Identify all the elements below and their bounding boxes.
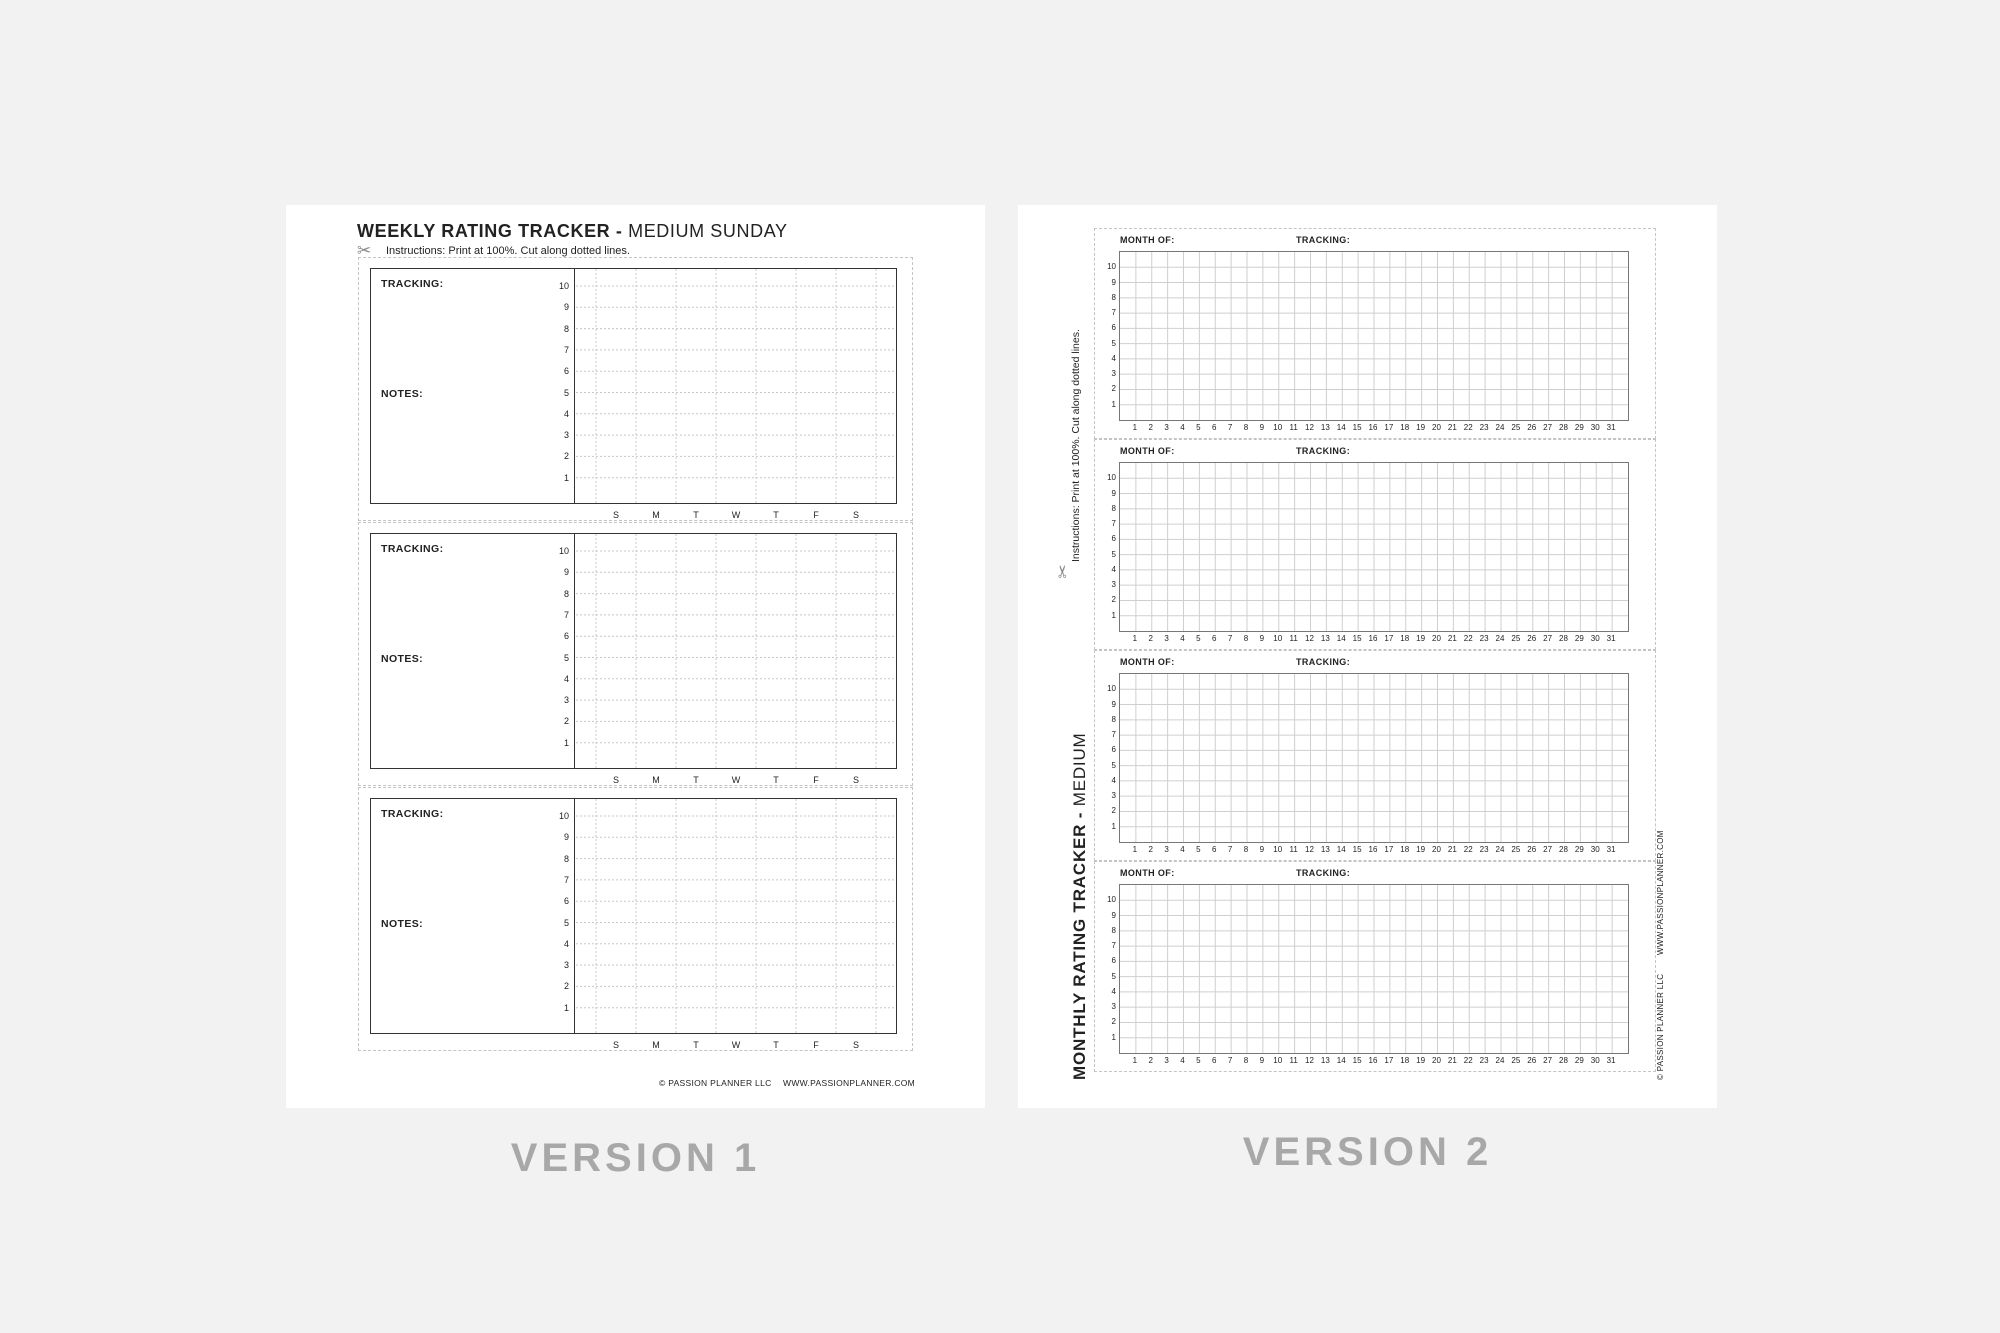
- y-tick-label: 10: [1107, 895, 1116, 905]
- x-tick-label: 10: [1273, 423, 1283, 432]
- x-tick-label: 5: [1196, 634, 1201, 643]
- x-tick-label: 20: [1432, 423, 1441, 432]
- panel-divider: [574, 269, 575, 503]
- x-tick-label: 29: [1574, 845, 1584, 854]
- x-tick-label: 9: [1259, 423, 1265, 432]
- x-tick-label: 6: [1212, 1056, 1217, 1065]
- x-tick-label: 21: [1447, 634, 1457, 643]
- y-tick-label: 6: [1111, 956, 1116, 966]
- x-tick-label: 20: [1432, 634, 1441, 643]
- month-of-label: MONTH OF:: [1120, 868, 1175, 878]
- y-tick-label: 7: [563, 344, 569, 355]
- weekly-title-bold: WEEKLY RATING TRACKER -: [357, 221, 623, 241]
- weekly-instructions: Instructions: Print at 100%. Cut along dotted lines.: [386, 245, 630, 257]
- x-tick-label: 11: [1289, 634, 1298, 643]
- x-tick-label: 11: [1289, 423, 1298, 432]
- x-tick-label: 14: [1336, 1056, 1346, 1065]
- x-tick-label: 27: [1543, 423, 1553, 432]
- x-tick-label: 29: [1574, 423, 1584, 432]
- month-of-label: MONTH OF:: [1120, 446, 1175, 456]
- x-tick-label: 8: [1243, 423, 1249, 432]
- x-tick-label: 4: [1180, 423, 1185, 432]
- y-tick-label: 3: [1111, 580, 1116, 590]
- x-tick-label: 18: [1400, 423, 1410, 432]
- x-tick-label: 18: [1400, 1056, 1410, 1065]
- x-tick-label: 17: [1384, 1056, 1394, 1065]
- monthly-footer-url: WWW.PASSIONPLANNER.COM: [1656, 830, 1665, 955]
- tracking-label: TRACKING:: [1296, 868, 1351, 878]
- x-tick-label: 21: [1447, 423, 1457, 432]
- x-tick-label: 22: [1463, 845, 1473, 854]
- x-tick-label: 1: [1132, 1056, 1138, 1065]
- x-tick-label: 25: [1511, 845, 1521, 854]
- month-of-label: MONTH OF:: [1120, 235, 1175, 245]
- x-tick-label: 23: [1479, 1056, 1489, 1065]
- day-label: W: [731, 1040, 741, 1050]
- x-tick-label: 7: [1227, 423, 1233, 432]
- x-tick-label: 4: [1180, 1056, 1185, 1065]
- y-tick-label: 3: [563, 695, 569, 706]
- y-tick-label: 6: [1111, 534, 1116, 544]
- y-tick-label: 8: [563, 588, 569, 599]
- y-tick-label: 10: [1107, 262, 1116, 272]
- x-tick-label: 27: [1543, 1056, 1553, 1065]
- y-tick-label: 4: [563, 673, 569, 684]
- x-tick-label: 23: [1479, 634, 1489, 643]
- x-tick-label: 5: [1196, 1056, 1201, 1065]
- day-label: S: [612, 775, 619, 785]
- x-tick-label: 8: [1243, 634, 1249, 643]
- tracking-label: TRACKING:: [1296, 235, 1351, 245]
- panel-divider: [574, 534, 575, 768]
- version-1-caption: VERSION 1: [510, 1136, 761, 1180]
- x-tick-label: 12: [1305, 423, 1314, 432]
- y-tick-label: 3: [1111, 791, 1116, 801]
- y-tick-label: 6: [563, 366, 569, 377]
- y-tick-label: 7: [1111, 308, 1116, 318]
- notes-label: NOTES:: [381, 388, 424, 400]
- y-tick-label: 2: [563, 451, 569, 462]
- y-tick-label: 5: [1111, 338, 1116, 348]
- y-tick-label: 10: [558, 811, 569, 821]
- day-label: S: [852, 775, 859, 785]
- x-tick-label: 29: [1574, 1056, 1584, 1065]
- y-tick-label: 10: [1107, 684, 1116, 694]
- day-label: T: [693, 775, 699, 785]
- x-tick-label: 6: [1212, 423, 1217, 432]
- x-tick-label: 16: [1368, 634, 1378, 643]
- weekly-grid: [576, 269, 896, 503]
- y-tick-label: 5: [563, 387, 569, 398]
- y-tick-label: 1: [563, 472, 569, 483]
- weekly-title: [357, 221, 788, 242]
- weekly-grid: [576, 799, 896, 1033]
- monthly-title-variant: MEDIUM: [1070, 732, 1089, 807]
- day-label: W: [731, 510, 741, 520]
- x-tick-label: 19: [1416, 1056, 1426, 1065]
- x-tick-label: 12: [1305, 845, 1314, 854]
- y-tick-label: 9: [563, 567, 569, 578]
- monthly-grid: [1120, 252, 1628, 420]
- day-label: T: [773, 775, 779, 785]
- x-tick-label: 25: [1511, 634, 1521, 643]
- x-tick-label: 24: [1495, 423, 1505, 432]
- y-tick-label: 6: [563, 631, 569, 642]
- day-label: M: [652, 1040, 660, 1050]
- y-tick-label: 3: [563, 960, 569, 971]
- weekly-panel: [370, 533, 897, 769]
- day-label: S: [612, 1040, 619, 1050]
- x-tick-label: 8: [1243, 1056, 1249, 1065]
- y-tick-label: 8: [1111, 503, 1116, 513]
- scissors-icon: ✂: [1053, 564, 1073, 579]
- y-tick-label: 8: [1111, 925, 1116, 935]
- x-tick-label: 5: [1196, 845, 1201, 854]
- x-tick-label: 1: [1132, 845, 1138, 854]
- monthly-grid-frame: [1119, 884, 1629, 1054]
- weekly-tracker-sheet: [286, 205, 985, 1108]
- y-tick-label: 2: [1111, 806, 1116, 816]
- weekly-title-variant: MEDIUM SUNDAY: [628, 221, 788, 241]
- day-label: M: [652, 775, 660, 785]
- y-tick-label: 8: [1111, 714, 1116, 724]
- y-tick-label: 2: [1111, 595, 1116, 605]
- y-tick-label: 2: [563, 981, 569, 992]
- x-tick-label: 31: [1606, 845, 1616, 854]
- x-tick-label: 15: [1352, 423, 1362, 432]
- x-tick-label: 14: [1336, 845, 1346, 854]
- y-tick-label: 5: [563, 652, 569, 663]
- x-tick-label: 20: [1432, 845, 1441, 854]
- monthly-title-bold: MONTHLY RATING TRACKER -: [1070, 811, 1089, 1080]
- x-tick-label: 28: [1559, 1056, 1568, 1065]
- x-tick-label: 24: [1495, 845, 1505, 854]
- monthly-grid: [1120, 463, 1628, 631]
- x-tick-label: 9: [1259, 845, 1265, 854]
- monthly-footer-copyright: © PASSION PLANNER LLC: [1656, 973, 1665, 1080]
- x-tick-label: 23: [1479, 845, 1489, 854]
- tracking-label: TRACKING:: [1296, 657, 1351, 667]
- monthly-tracker-sheet: [1018, 205, 1717, 1108]
- x-tick-label: 2: [1148, 634, 1153, 643]
- x-tick-label: 2: [1148, 423, 1153, 432]
- x-tick-label: 7: [1227, 845, 1233, 854]
- y-tick-label: 4: [1111, 353, 1116, 363]
- x-tick-label: 26: [1527, 845, 1537, 854]
- x-tick-label: 29: [1574, 634, 1584, 643]
- x-tick-label: 24: [1495, 1056, 1505, 1065]
- monthly-grid: [1120, 674, 1628, 842]
- x-tick-label: 12: [1305, 634, 1314, 643]
- x-tick-label: 13: [1320, 845, 1330, 854]
- weekly-panel: [370, 798, 897, 1034]
- x-tick-label: 25: [1511, 423, 1521, 432]
- x-tick-label: 24: [1495, 634, 1505, 643]
- y-tick-label: 1: [1111, 821, 1116, 831]
- notes-label: NOTES:: [381, 918, 424, 930]
- x-tick-label: 20: [1432, 1056, 1441, 1065]
- y-tick-label: 6: [563, 896, 569, 907]
- x-tick-label: 31: [1606, 634, 1616, 643]
- y-tick-label: 2: [1111, 1017, 1116, 1027]
- x-tick-label: 1: [1132, 423, 1138, 432]
- y-tick-label: 10: [1107, 473, 1116, 483]
- y-tick-label: 7: [563, 609, 569, 620]
- x-tick-label: 23: [1479, 423, 1489, 432]
- x-tick-label: 28: [1559, 845, 1568, 854]
- y-tick-label: 9: [1111, 699, 1116, 709]
- y-tick-label: 9: [1111, 910, 1116, 920]
- x-tick-label: 10: [1273, 634, 1283, 643]
- monthly-grid-frame: [1119, 462, 1629, 632]
- y-tick-label: 8: [563, 323, 569, 334]
- x-tick-label: 22: [1463, 423, 1473, 432]
- x-tick-label: 9: [1259, 634, 1265, 643]
- x-tick-label: 16: [1368, 1056, 1378, 1065]
- y-tick-label: 1: [563, 1002, 569, 1013]
- x-tick-label: 19: [1416, 634, 1426, 643]
- day-label: S: [852, 510, 859, 520]
- x-tick-label: 25: [1511, 1056, 1521, 1065]
- y-tick-label: 4: [1111, 986, 1116, 996]
- x-tick-label: 17: [1384, 423, 1394, 432]
- y-tick-label: 8: [1111, 292, 1116, 302]
- x-tick-label: 30: [1590, 845, 1600, 854]
- x-tick-label: 14: [1336, 423, 1346, 432]
- x-tick-label: 31: [1606, 423, 1616, 432]
- monthly-grid-frame: [1119, 251, 1629, 421]
- x-tick-label: 30: [1590, 634, 1600, 643]
- x-tick-label: 14: [1336, 634, 1346, 643]
- x-tick-label: 8: [1243, 845, 1249, 854]
- y-tick-label: 2: [563, 716, 569, 727]
- y-tick-label: 5: [1111, 760, 1116, 770]
- y-tick-label: 9: [1111, 488, 1116, 498]
- y-tick-label: 2: [1111, 384, 1116, 394]
- version-2-caption: VERSION 2: [1242, 1130, 1493, 1174]
- x-tick-label: 5: [1196, 423, 1201, 432]
- day-label: M: [652, 510, 660, 520]
- panel-divider: [574, 799, 575, 1033]
- x-tick-label: 22: [1463, 634, 1473, 643]
- x-tick-label: 28: [1559, 423, 1568, 432]
- y-tick-label: 8: [563, 853, 569, 864]
- x-tick-label: 16: [1368, 423, 1378, 432]
- y-tick-label: 6: [1111, 745, 1116, 755]
- tracking-label: TRACKING:: [381, 278, 444, 290]
- x-tick-label: 17: [1384, 845, 1394, 854]
- monthly-instructions: Instructions: Print at 100%. Cut along dotted lines.: [1070, 329, 1082, 562]
- x-tick-label: 10: [1273, 845, 1283, 854]
- monthly-grid-frame: [1119, 673, 1629, 843]
- month-of-label: MONTH OF:: [1120, 657, 1175, 667]
- y-tick-label: 7: [1111, 730, 1116, 740]
- x-tick-label: 15: [1352, 634, 1362, 643]
- x-tick-label: 30: [1590, 423, 1600, 432]
- y-tick-label: 7: [1111, 941, 1116, 951]
- y-tick-label: 3: [563, 430, 569, 441]
- x-tick-label: 6: [1212, 634, 1217, 643]
- monthly-title: [1070, 733, 1090, 1081]
- day-label: S: [852, 1040, 859, 1050]
- y-tick-label: 4: [1111, 564, 1116, 574]
- x-tick-label: 13: [1320, 1056, 1330, 1065]
- x-tick-label: 17: [1384, 634, 1394, 643]
- x-tick-label: 13: [1320, 423, 1330, 432]
- y-tick-label: 3: [1111, 369, 1116, 379]
- x-tick-label: 11: [1289, 845, 1298, 854]
- weekly-grid: [576, 534, 896, 768]
- x-tick-label: 15: [1352, 845, 1362, 854]
- y-tick-label: 9: [563, 832, 569, 843]
- x-tick-label: 21: [1447, 1056, 1457, 1065]
- x-tick-label: 9: [1259, 1056, 1265, 1065]
- x-tick-label: 16: [1368, 845, 1378, 854]
- day-label: T: [773, 1040, 779, 1050]
- y-tick-label: 1: [1111, 610, 1116, 620]
- y-tick-label: 5: [1111, 549, 1116, 559]
- x-tick-label: 3: [1164, 845, 1169, 854]
- x-tick-label: 21: [1447, 845, 1457, 854]
- day-label: T: [773, 510, 779, 520]
- x-tick-label: 27: [1543, 845, 1553, 854]
- x-tick-label: 6: [1212, 845, 1217, 854]
- y-tick-label: 6: [1111, 323, 1116, 333]
- x-tick-label: 2: [1148, 845, 1153, 854]
- notes-label: NOTES:: [381, 653, 424, 665]
- tracking-label: TRACKING:: [381, 543, 444, 555]
- y-tick-label: 9: [563, 302, 569, 313]
- y-tick-label: 7: [1111, 519, 1116, 529]
- x-tick-label: 10: [1273, 1056, 1283, 1065]
- x-tick-label: 11: [1289, 1056, 1298, 1065]
- y-tick-label: 1: [1111, 1032, 1116, 1042]
- x-tick-label: 28: [1559, 634, 1568, 643]
- y-tick-label: 1: [1111, 399, 1116, 409]
- x-tick-label: 26: [1527, 634, 1537, 643]
- y-tick-label: 10: [558, 546, 569, 556]
- x-tick-label: 12: [1305, 1056, 1314, 1065]
- x-tick-label: 30: [1590, 1056, 1600, 1065]
- day-label: T: [693, 510, 699, 520]
- x-tick-label: 31: [1606, 1056, 1616, 1065]
- x-tick-label: 19: [1416, 845, 1426, 854]
- y-tick-label: 3: [1111, 1002, 1116, 1012]
- x-tick-label: 26: [1527, 1056, 1537, 1065]
- tracking-label: TRACKING:: [1296, 446, 1351, 456]
- day-label: F: [813, 775, 819, 785]
- day-label: T: [693, 1040, 699, 1050]
- day-label: F: [813, 510, 819, 520]
- y-tick-label: 5: [1111, 971, 1116, 981]
- x-tick-label: 19: [1416, 423, 1426, 432]
- x-tick-label: 4: [1180, 845, 1185, 854]
- y-tick-label: 9: [1111, 277, 1116, 287]
- y-tick-label: 10: [558, 281, 569, 291]
- x-tick-label: 1: [1132, 634, 1138, 643]
- x-tick-label: 3: [1164, 423, 1169, 432]
- x-tick-label: 26: [1527, 423, 1537, 432]
- scissors-icon: ✂: [357, 241, 372, 260]
- day-label: F: [813, 1040, 819, 1050]
- x-tick-label: 18: [1400, 845, 1410, 854]
- weekly-panel: [370, 268, 897, 504]
- x-tick-label: 7: [1227, 1056, 1233, 1065]
- x-tick-label: 22: [1463, 1056, 1473, 1065]
- monthly-grid: [1120, 885, 1628, 1053]
- x-tick-label: 4: [1180, 634, 1185, 643]
- day-label: W: [731, 775, 741, 785]
- y-tick-label: 5: [563, 917, 569, 928]
- weekly-footer-url: WWW.PASSIONPLANNER.COM: [783, 1078, 916, 1088]
- weekly-footer-copyright: © PASSION PLANNER LLC: [659, 1078, 772, 1088]
- x-tick-label: 18: [1400, 634, 1410, 643]
- x-tick-label: 13: [1320, 634, 1330, 643]
- x-tick-label: 7: [1227, 634, 1233, 643]
- y-tick-label: 4: [563, 408, 569, 419]
- y-tick-label: 1: [563, 737, 569, 748]
- y-tick-label: 4: [563, 938, 569, 949]
- x-tick-label: 3: [1164, 634, 1169, 643]
- day-label: S: [612, 510, 619, 520]
- x-tick-label: 2: [1148, 1056, 1153, 1065]
- x-tick-label: 27: [1543, 634, 1553, 643]
- x-tick-label: 15: [1352, 1056, 1362, 1065]
- tracking-label: TRACKING:: [381, 808, 444, 820]
- y-tick-label: 4: [1111, 775, 1116, 785]
- y-tick-label: 7: [563, 874, 569, 885]
- x-tick-label: 3: [1164, 1056, 1169, 1065]
